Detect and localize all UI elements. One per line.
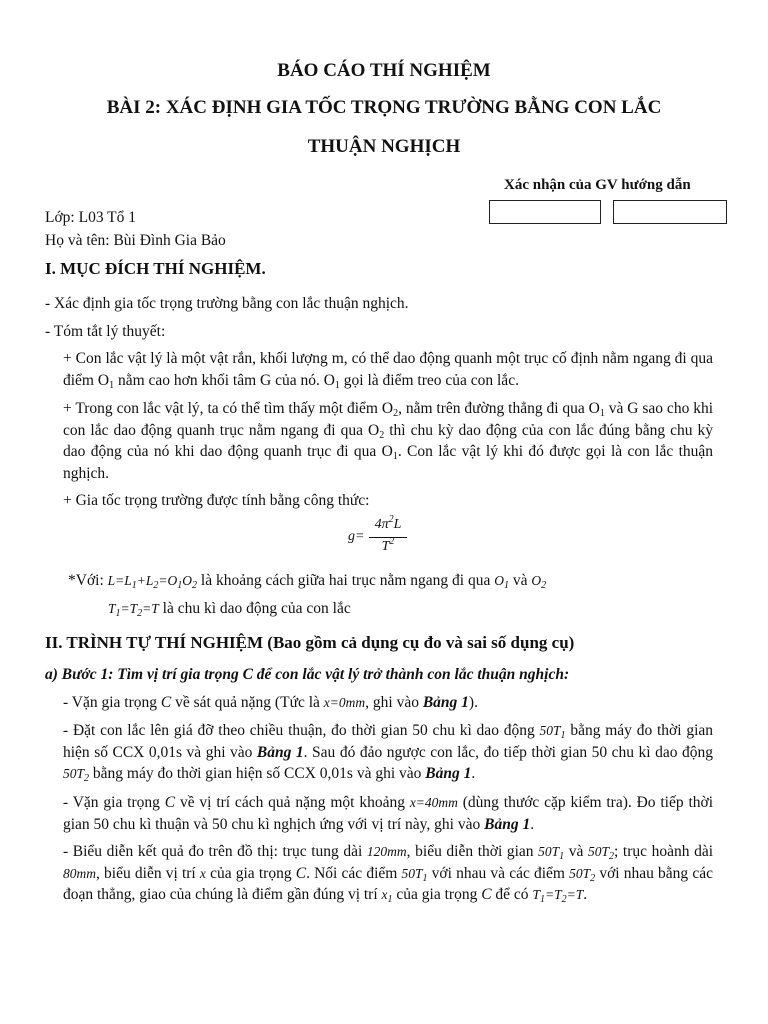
with-line-2: $T_1=T_2=T$ là chu kì dao động của con lắc: [108, 600, 351, 619]
section2-heading: II. TRÌNH TỰ THÍ NGHIỆM (Bao gồm cả dụng cụ đo và sai số dụng cụ): [45, 633, 575, 652]
confirm-box-1[interactable]: [489, 200, 601, 224]
formula-numerator: $4\pi^2L$: [374, 514, 402, 532]
theory-paragraph-1: + Con lắc vật lý là một vật rắn, khối lượng m, có thể dao động quanh một trục cố định nằm ngang đi qua điểm $O_1$ nằm cao hơn khối tâm G của nó. $O_1$ gọi là điểm treo của con lắc.: [63, 350, 713, 391]
student-name-line: Họ và tên: Bùi Đình Gia Bảo: [45, 232, 226, 249]
step1-item-4: - Biểu diễn kết quả đo trên đồ thị: trục tung dài 120mm, biểu diễn thời gian $50T_1$ và $50T_2$; trục hoành dài 80mm, biểu diễn vị trí x của gia trọng C. Nối các điểm $50T_1$ với nhau và các điểm $50T_2$ với nhau bằng các đoạn thẳng, giao của chúng là điểm gần đúng vị trí $x_1$ của gia trọng C để có $T_1=T_2=T$.: [63, 843, 713, 905]
with-line-1: *Với: $L=L_1+L_2=O_1O_2$ là khoảng cách giữa hai trục nằm ngang đi qua $O_1$ và $O_2$: [68, 572, 547, 591]
lab-title-line2: THUẬN NGHỊCH: [307, 136, 461, 157]
confirm-box-2[interactable]: [613, 200, 727, 224]
step1-item-2: - Đặt con lắc lên giá đỡ theo chiều thuận, đo thời gian 50 chu kì dao động $50T_1$ bằng máy đo thời gian hiện số CCX 0,01s và ghi vào Bảng 1. Sau đó đảo ngược con lắc, đo tiếp thời gian 50 chu kì dao động $50T_2$ bằng máy đo thời gian hiện số CCX 0,01s và ghi vào Bảng 1.: [63, 722, 714, 784]
formula-denominator: $T^2$: [381, 536, 395, 554]
class-line: Lớp: L03 Tổ 1: [45, 209, 137, 226]
step1-heading: a) Bước 1: Tìm vị trí gia trọng C để con lắc vật lý trở thành con lắc thuận nghịch:: [45, 666, 570, 683]
purpose-text: - Xác định gia tốc trọng trường bằng con lắc thuận nghịch.: [45, 295, 409, 312]
step1-item-3: - Vặn gia trọng C về vị trí cách quả nặng một khoảng x=40mm (dùng thước cặp kiểm tra). Đo tiếp thời gian 50 chu kì thuận và 50 chu kì nghịch ứng với vị trí này, ghi vào Bảng 1.: [63, 794, 714, 833]
report-title: BÁO CÁO THÍ NGHIỆM: [277, 60, 491, 81]
section1-heading: I. MỤC ĐÍCH THÍ NGHIỆM.: [45, 259, 266, 278]
theory-paragraph-3: + Gia tốc trọng trường được tính bằng công thức:: [63, 492, 370, 509]
lab-title-line1: BÀI 2: XÁC ĐỊNH GIA TỐC TRỌNG TRƯỜNG BẰNG CON LẮC: [106, 97, 662, 118]
theory-label: - Tóm tắt lý thuyết:: [45, 323, 166, 340]
step1-item-1: - Vặn gia trọng C về sát quả nặng (Tức là x=0mm, ghi vào Bảng 1).: [63, 694, 478, 711]
theory-paragraph-2: + Trong con lắc vật lý, ta có thể tìm thấy một điểm $O_2$, nằm trên đường thẳng đi qua $O_1$ và G sao cho khi con lắc dao động quanh trục nằm ngang đi qua $O_2$ thì chu kỳ dao động của con lắc đúng bằng chu kỳ dao động của nó khi dao động quanh trục đi qua $O_1$. Con lắc vật lý khi đó được gọi là con lắc thuận nghịch.: [63, 400, 714, 482]
formula-T: $T_1=T_2=T$: [108, 601, 159, 619]
formula-L: $L=L_1+L_2=O_1O_2$: [107, 573, 198, 591]
instructor-confirm-label: Xác nhận của GV hướng dẫn: [504, 177, 691, 193]
formula-g: g=: [348, 529, 365, 544]
formula-fraction-line: [369, 537, 407, 538]
